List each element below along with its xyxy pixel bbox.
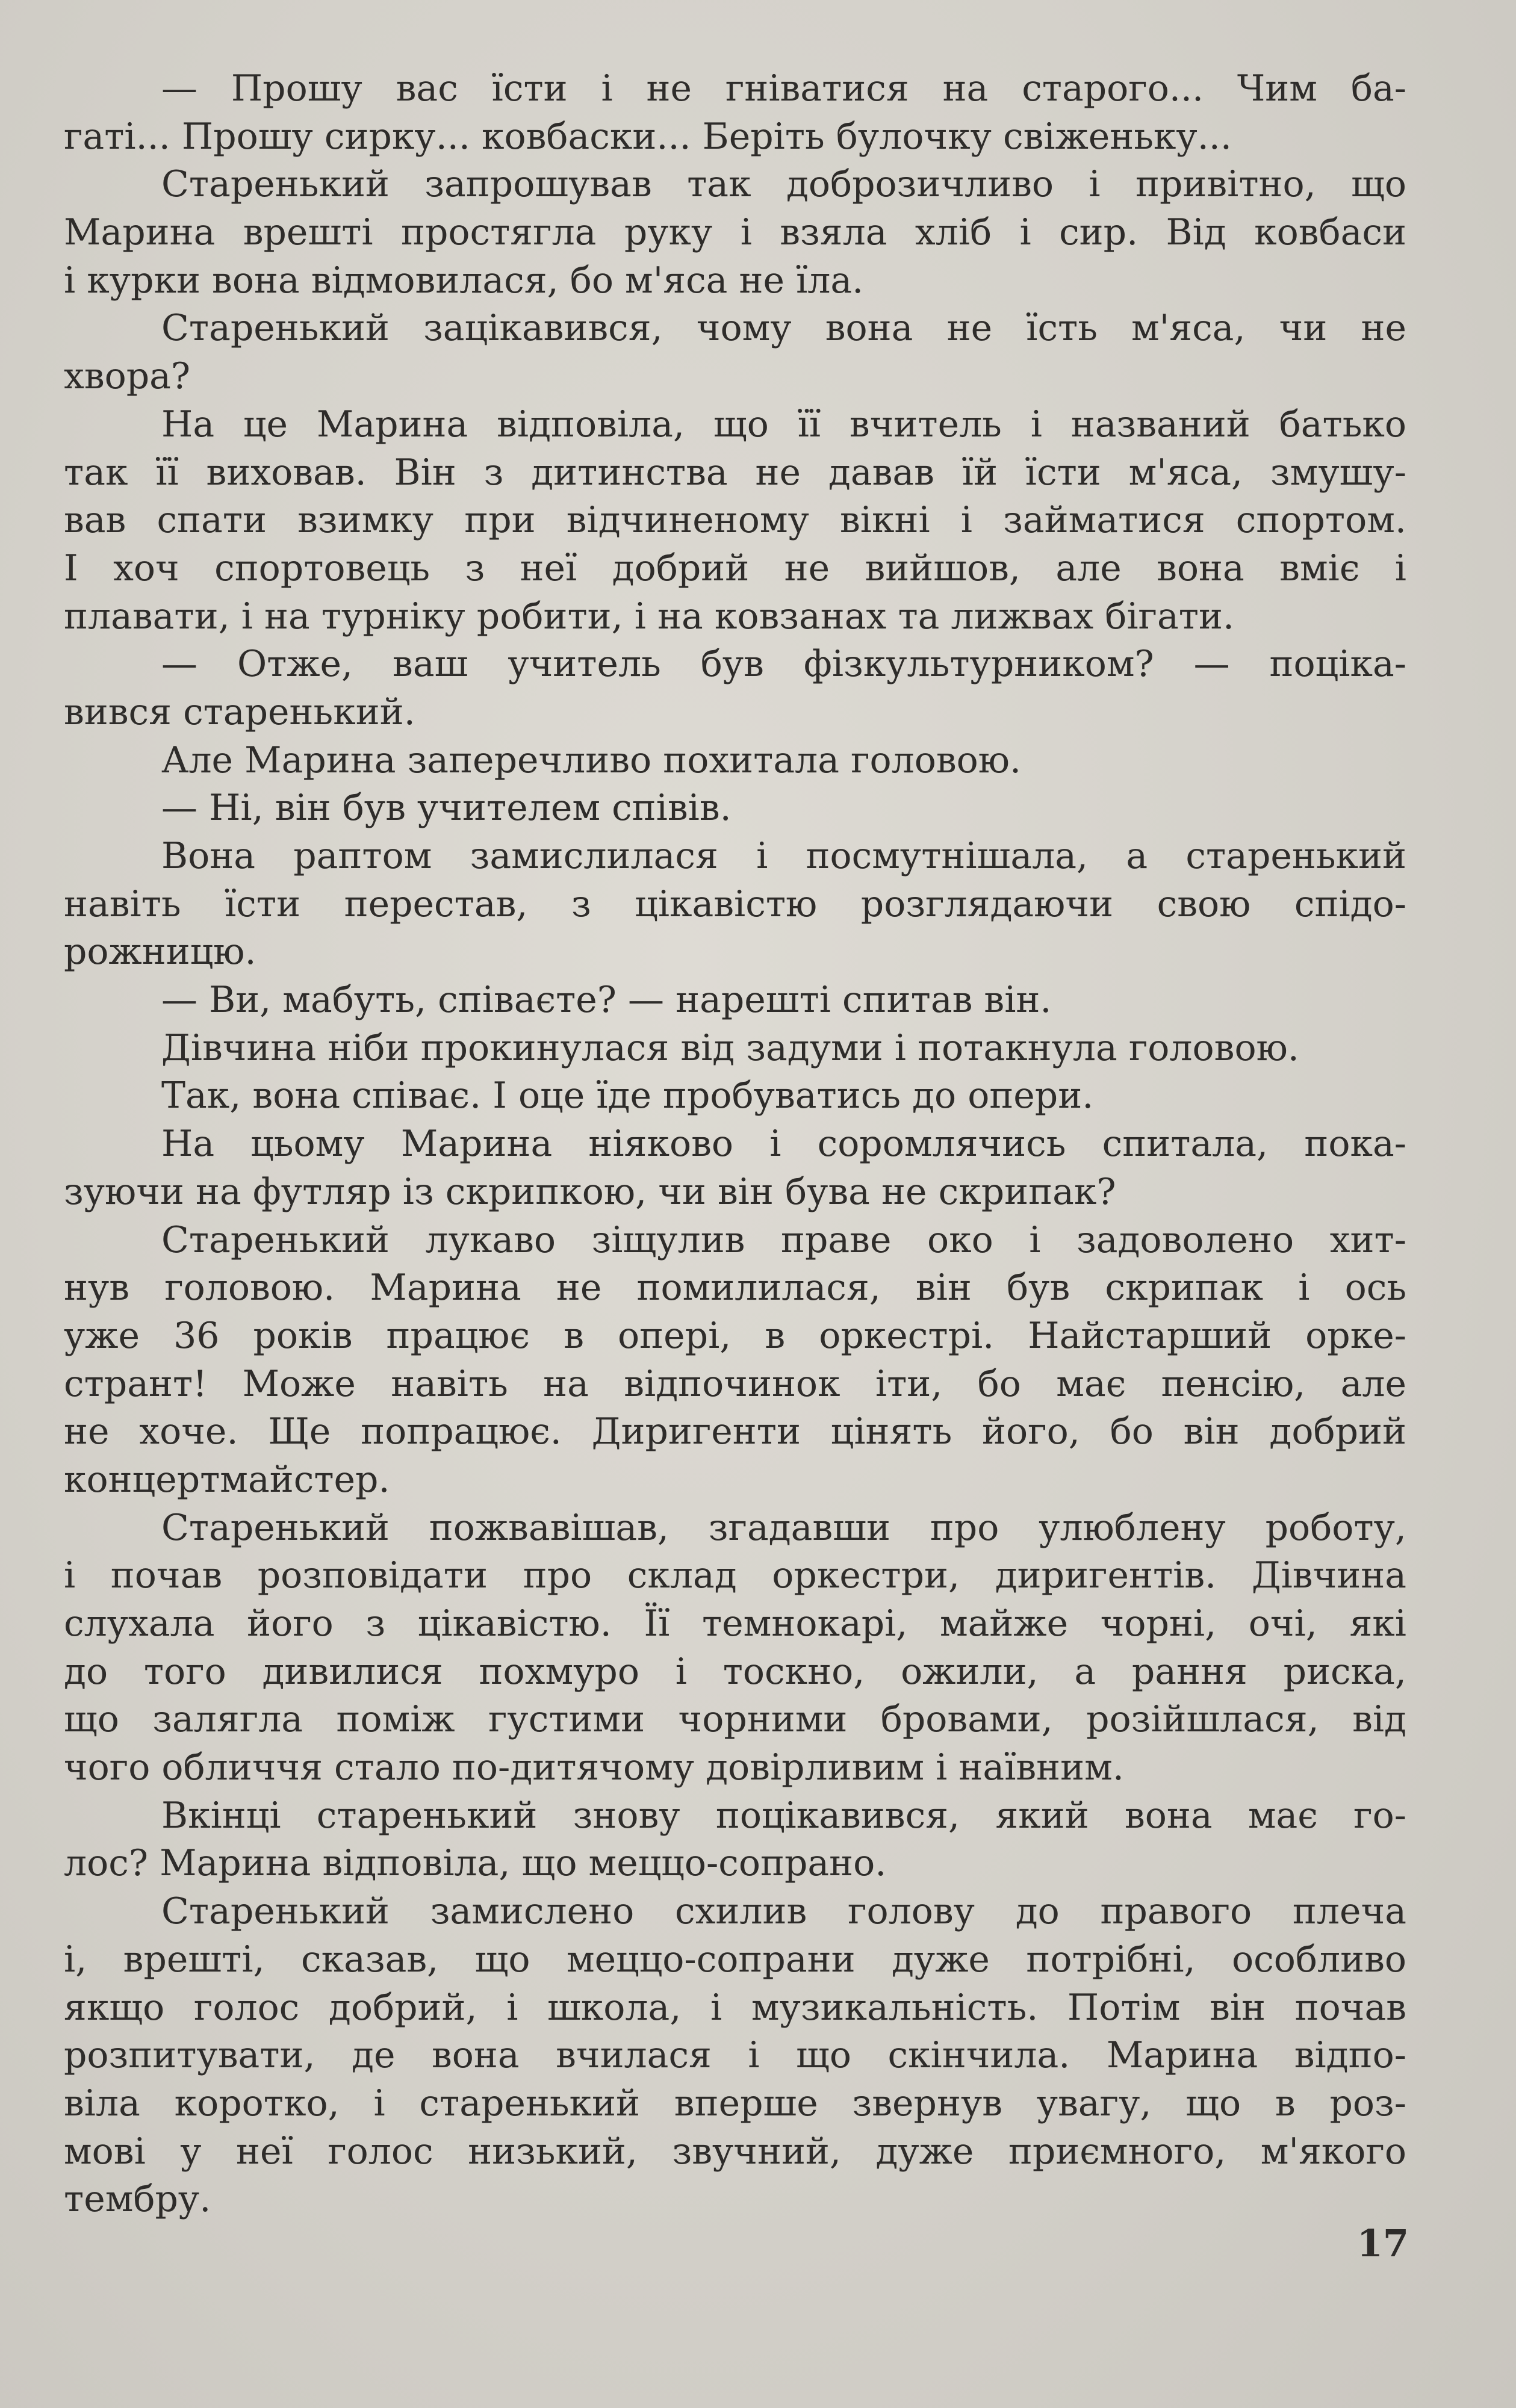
text-line: гаті... Прошу сирку... ковбаски... Беріть булочку свіженьку... — [64, 115, 1232, 158]
text-line: І хоч спортовець з неї добрий не вийшов, але вона вміє і — [64, 547, 1406, 589]
text-line: Вкінці старенький знову поцікавився, який вона має го- — [161, 1794, 1406, 1837]
text-line: так її виховав. Він з дитинства не давав їй їсти м'яса, змушу- — [64, 451, 1406, 494]
text-line: зуючи на футляр із скрипкою, чи він бува не скрипак? — [64, 1170, 1116, 1213]
text-line: віла коротко, і старенький вперше звернув увагу, що в роз- — [64, 2082, 1406, 2124]
text-line: слухала його з цікавістю. Її темнокарі, майже чорні, очі, які — [64, 1603, 1406, 1645]
text-line: — Ви, мабуть, співаєте? — нарешті спитав він. — [161, 979, 1052, 1022]
text-line: розпитувати, де вона вчилася і що скінчила. Марина відпо- — [64, 2034, 1406, 2077]
text-line: нув головою. Марина не помилилася, він був скрипак і ось — [64, 1267, 1406, 1309]
text-line: вився старенький. — [64, 690, 415, 733]
text-line: Так, вона співає. І оце їде пробуватись до опери. — [161, 1075, 1094, 1117]
text-line: і курки вона відмовилася, бо м'яса не їла. — [64, 259, 864, 302]
text-line: навіть їсти перестав, з цікавістю розглядаючи свою спідо- — [64, 883, 1406, 925]
text-line: і, врешті, сказав, що меццо-сопрани дуже потрібні, особливо — [64, 1938, 1406, 1981]
text-line: Старенький запрошував так доброзичливо і привітно, що — [161, 163, 1406, 206]
text-line: уже 36 років працює в опері, в оркестрі. Найстарший орке- — [64, 1314, 1406, 1357]
text-line: Старенький замислено схилив голову до правого плеча — [161, 1890, 1406, 1933]
text-line: — Прошу вас їсти і не гніватися на старого... Чим ба- — [161, 67, 1406, 110]
text-line: На це Марина відповіла, що її вчитель і названий батько — [161, 403, 1406, 445]
text-line: лос? Марина відповіла, що меццо-сопрано. — [64, 1842, 887, 1885]
text-line: Старенький пожвавішав, згадавши про улюблену роботу, — [161, 1506, 1406, 1549]
text-line: вав спати взимку при відчиненому вікні і займатися спортом. — [64, 499, 1406, 542]
text-line: якщо голос добрий, і школа, і музикальність. Потім він почав — [64, 1986, 1406, 2029]
text-line: хвора? — [64, 355, 191, 398]
page-number: 17 — [1356, 2221, 1409, 2265]
text-line: странт! Може навіть на відпочинок іти, бо має пенсію, але — [64, 1362, 1406, 1405]
text-line: Марина врешті простягла руку і взяла хліб і сир. Від ковбаси — [64, 211, 1406, 254]
text-line: не хоче. Ще попрацює. Диригенти цінять його, бо він добрий — [64, 1410, 1406, 1453]
text-line: концертмайстер. — [64, 1458, 390, 1501]
text-line: до того дивилися похмуро і тоскно, ожили, а рання риска, — [64, 1650, 1406, 1693]
text-line: Старенький зацікавився, чому вона не їсть м'яса, чи не — [161, 307, 1406, 350]
text-line: — Ні, він був учителем співів. — [161, 787, 732, 830]
body-text — [64, 65, 1406, 2224]
text-line: — Отже, ваш учитель був фізкультурником? — поціка- — [161, 643, 1406, 686]
text-line: що залягла поміж густими чорними бровами, розійшлася, від — [64, 1698, 1406, 1741]
text-line: Дівчина ніби прокинулася від задуми і потакнула головою. — [161, 1026, 1299, 1069]
text-line: рожницю. — [64, 931, 256, 973]
text-line: Але Марина заперечливо похитала головою. — [161, 739, 1022, 781]
text-line: Старенький лукаво зіщулив праве око і задоволено хит- — [161, 1218, 1406, 1261]
text-line: чого обличчя стало по-дитячому довірливим і наївним. — [64, 1746, 1124, 1789]
text-line: плавати, і на турніку робити, і на ковзанах та лижвах бігати. — [64, 595, 1235, 638]
text-line: На цьому Марина ніяково і соромлячись спитала, пока- — [161, 1123, 1406, 1165]
text-line: і почав розповідати про склад оркестри, диригентів. Дівчина — [64, 1554, 1406, 1597]
text-line: мові у неї голос низький, звучний, дуже приємного, м'якого — [64, 2130, 1406, 2173]
text-line: Вона раптом замислилася і посмутнішала, а старенький — [161, 835, 1406, 877]
text-line: тембру. — [64, 2178, 211, 2221]
